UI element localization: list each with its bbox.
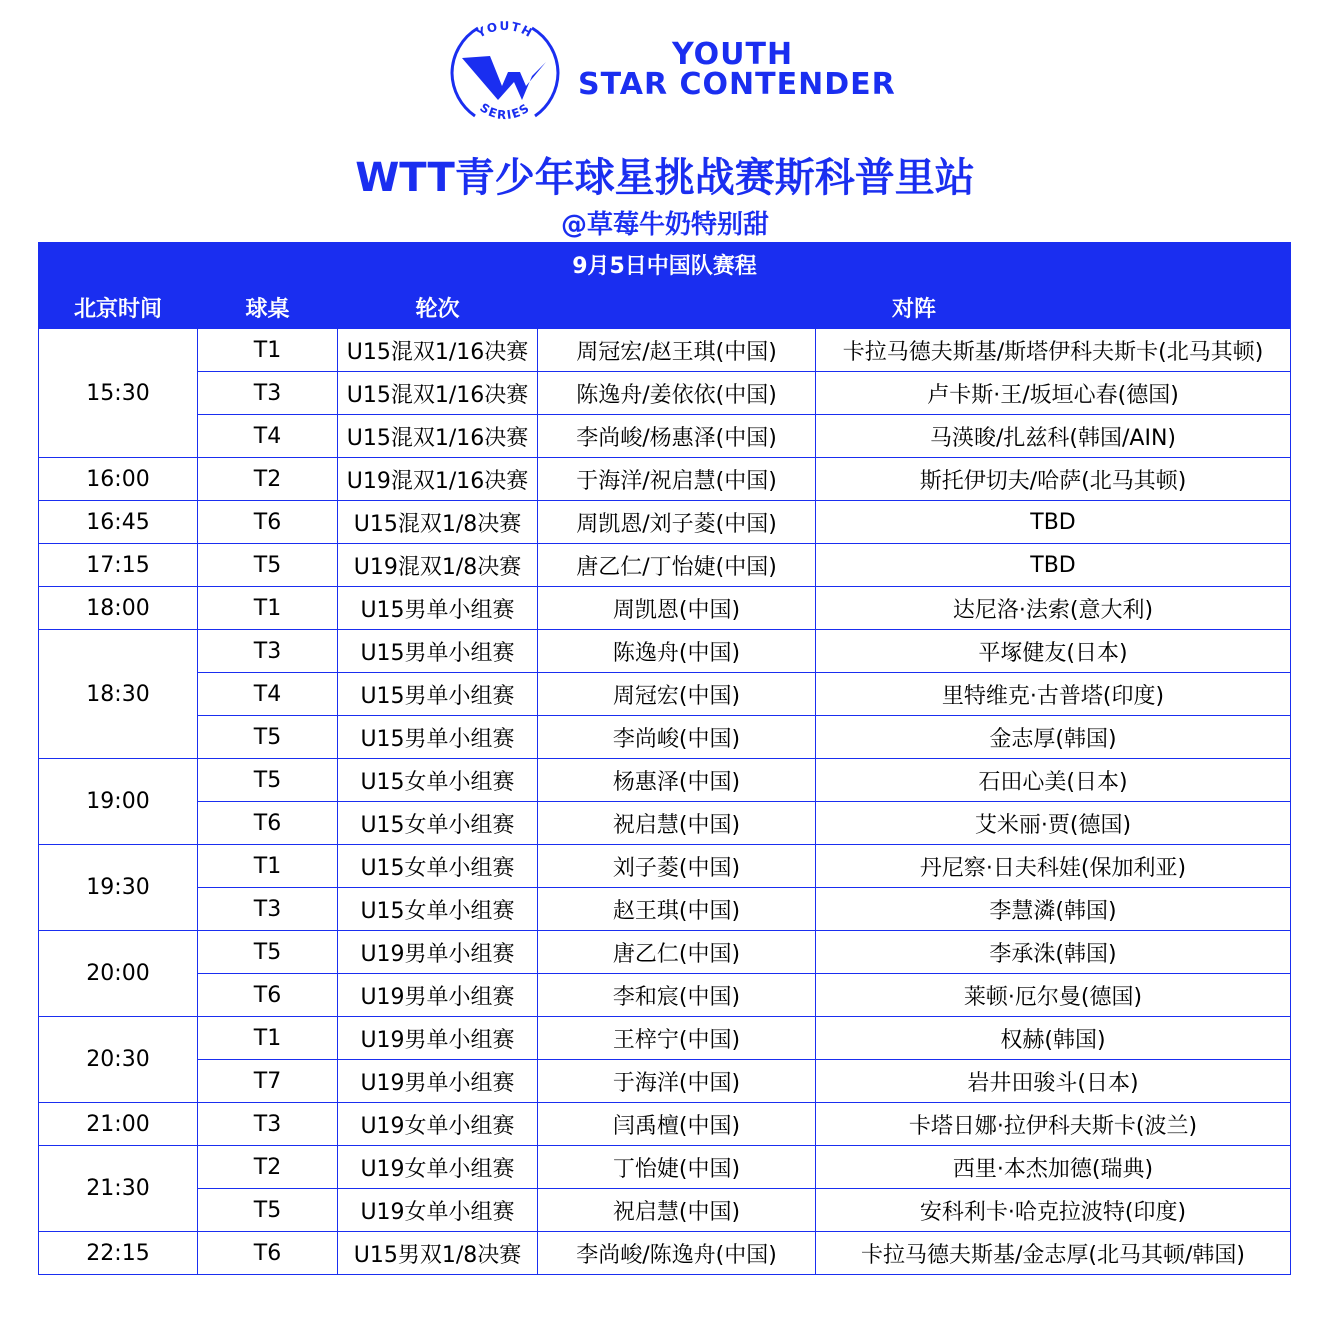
logo-line2: STAR CONTENDER — [578, 67, 896, 102]
opponent-cell: 平塚健友(日本) — [816, 630, 1291, 673]
time-cell: 16:00 — [39, 458, 198, 501]
opponent-cell: 卡拉马德夫斯基/斯塔伊科夫斯卡(北马其顿) — [816, 329, 1291, 372]
table-row — [39, 1146, 1291, 1189]
round-cell: U15男单小组赛 — [338, 587, 538, 630]
schedule-table — [38, 242, 1291, 1275]
opponent-cell: 安科利卡·哈克拉波特(印度) — [816, 1189, 1291, 1232]
china-player-cell: 李尚峻/杨惠泽(中国) — [538, 415, 816, 458]
banner-title: 9月5日中国队赛程 — [39, 243, 1291, 286]
table-cell: T1 — [198, 845, 338, 888]
opponent-cell: 金志厚(韩国) — [816, 716, 1291, 759]
logo-wordmark — [578, 37, 896, 102]
table-cell: T5 — [198, 931, 338, 974]
round-cell: U15男双1/8决赛 — [338, 1232, 538, 1275]
table-cell: T4 — [198, 415, 338, 458]
round-cell: U19男单小组赛 — [338, 931, 538, 974]
table-row — [39, 888, 1291, 931]
opponent-cell: 艾米丽·贾(德国) — [816, 802, 1291, 845]
china-player-cell: 周冠宏/赵王琪(中国) — [538, 329, 816, 372]
table-cell: T5 — [198, 544, 338, 587]
time-cell: 20:00 — [39, 931, 198, 1017]
table-row — [39, 415, 1291, 458]
page-title: WTT青少年球星挑战赛斯科普里站 — [355, 155, 975, 201]
china-player-cell: 赵王琪(中国) — [538, 888, 816, 931]
schedule-body — [39, 329, 1291, 1275]
table-cell: T7 — [198, 1060, 338, 1103]
china-player-cell: 于海洋(中国) — [538, 1060, 816, 1103]
table-row — [39, 1232, 1291, 1275]
table-cell: T4 — [198, 673, 338, 716]
wtt-youth-logo-icon — [440, 8, 570, 138]
china-player-cell: 唐乙仁/丁怡婕(中国) — [538, 544, 816, 587]
table-cell: T3 — [198, 1103, 338, 1146]
table-row — [39, 587, 1291, 630]
table-row — [39, 544, 1291, 587]
opponent-cell: 石田心美(日本) — [816, 759, 1291, 802]
round-cell: U15男单小组赛 — [338, 673, 538, 716]
table-row — [39, 759, 1291, 802]
time-cell: 17:15 — [39, 544, 198, 587]
china-player-cell: 李和宸(中国) — [538, 974, 816, 1017]
opponent-cell: 岩井田骏斗(日本) — [816, 1060, 1291, 1103]
opponent-cell: 达尼洛·法索(意大利) — [816, 587, 1291, 630]
round-cell: U15男单小组赛 — [338, 630, 538, 673]
opponent-cell: 卡拉马德夫斯基/金志厚(北马其顿/韩国) — [816, 1232, 1291, 1275]
china-player-cell: 李尚峻(中国) — [538, 716, 816, 759]
table-row — [39, 458, 1291, 501]
header-round: 轮次 — [338, 286, 538, 329]
table-cell: T1 — [198, 329, 338, 372]
table-cell: T6 — [198, 501, 338, 544]
header-time: 北京时间 — [39, 286, 198, 329]
round-cell: U15男单小组赛 — [338, 716, 538, 759]
table-row — [39, 372, 1291, 415]
header-table: 球桌 — [198, 286, 338, 329]
opponent-cell: 卡塔日娜·拉伊科夫斯卡(波兰) — [816, 1103, 1291, 1146]
china-player-cell: 祝启慧(中国) — [538, 802, 816, 845]
table-cell: T5 — [198, 716, 338, 759]
table-row — [39, 716, 1291, 759]
round-cell: U15女单小组赛 — [338, 888, 538, 931]
table-row — [39, 630, 1291, 673]
round-cell: U15女单小组赛 — [338, 845, 538, 888]
china-player-cell: 周凯恩/刘子菱(中国) — [538, 501, 816, 544]
round-cell: U19混双1/8决赛 — [338, 544, 538, 587]
time-cell: 19:30 — [39, 845, 198, 931]
table-cell: T5 — [198, 1189, 338, 1232]
table-row — [39, 1189, 1291, 1232]
opponent-cell: TBD — [816, 544, 1291, 587]
round-cell: U15混双1/8决赛 — [338, 501, 538, 544]
svg-text:SERIES: SERIES — [477, 100, 533, 123]
opponent-cell: 卢卡斯·王/坂垣心春(德国) — [816, 372, 1291, 415]
round-cell: U19女单小组赛 — [338, 1189, 538, 1232]
table-row — [39, 931, 1291, 974]
table-cell: T1 — [198, 1017, 338, 1060]
time-cell: 19:00 — [39, 759, 198, 845]
round-cell: U19女单小组赛 — [338, 1103, 538, 1146]
china-player-cell: 陈逸舟(中国) — [538, 630, 816, 673]
table-row — [39, 329, 1291, 372]
table-cell: T6 — [198, 1232, 338, 1275]
round-cell: U15混双1/16决赛 — [338, 329, 538, 372]
china-player-cell: 祝启慧(中国) — [538, 1189, 816, 1232]
opponent-cell: TBD — [816, 501, 1291, 544]
table-row — [39, 1060, 1291, 1103]
time-cell: 22:15 — [39, 1232, 198, 1275]
table-row — [39, 501, 1291, 544]
china-player-cell: 刘子菱(中国) — [538, 845, 816, 888]
time-cell: 18:00 — [39, 587, 198, 630]
round-cell: U19女单小组赛 — [338, 1146, 538, 1189]
opponent-cell: 权赫(韩国) — [816, 1017, 1291, 1060]
opponent-cell: 马渶晙/扎兹科(韩国/AIN) — [816, 415, 1291, 458]
opponent-cell: 李慧潾(韩国) — [816, 888, 1291, 931]
china-player-cell: 闫禹檀(中国) — [538, 1103, 816, 1146]
table-row — [39, 1103, 1291, 1146]
table-cell: T6 — [198, 802, 338, 845]
round-cell: U19混双1/16决赛 — [338, 458, 538, 501]
time-cell: 21:00 — [39, 1103, 198, 1146]
opponent-cell: 李承洙(韩国) — [816, 931, 1291, 974]
table-row — [39, 845, 1291, 888]
china-player-cell: 周冠宏(中国) — [538, 673, 816, 716]
header — [0, 0, 1330, 240]
china-player-cell: 周凯恩(中国) — [538, 587, 816, 630]
round-cell: U19男单小组赛 — [338, 974, 538, 1017]
table-cell: T2 — [198, 1146, 338, 1189]
table-header-row — [39, 286, 1291, 329]
table-row — [39, 802, 1291, 845]
china-player-cell: 唐乙仁(中国) — [538, 931, 816, 974]
round-cell: U15混双1/16决赛 — [338, 415, 538, 458]
china-player-cell: 于海洋/祝启慧(中国) — [538, 458, 816, 501]
time-cell: 16:45 — [39, 501, 198, 544]
opponent-cell: 斯托伊切夫/哈萨(北马其顿) — [816, 458, 1291, 501]
svg-text:YOUTH: YOUTH — [474, 18, 536, 41]
table-cell: T3 — [198, 888, 338, 931]
table-row — [39, 974, 1291, 1017]
time-cell: 21:30 — [39, 1146, 198, 1232]
round-cell: U15女单小组赛 — [338, 802, 538, 845]
table-cell: T1 — [198, 587, 338, 630]
logo-line1: YOUTH — [672, 37, 794, 72]
china-player-cell: 丁怡婕(中国) — [538, 1146, 816, 1189]
table-cell: T6 — [198, 974, 338, 1017]
opponent-cell: 里特维克·古普塔(印度) — [816, 673, 1291, 716]
china-player-cell: 王梓宁(中国) — [538, 1017, 816, 1060]
header-matchup: 对阵 — [538, 286, 1291, 329]
author-handle: @草莓牛奶特别甜 — [560, 210, 769, 240]
china-player-cell: 陈逸舟/姜依依(中国) — [538, 372, 816, 415]
table-banner — [39, 243, 1291, 286]
time-cell: 15:30 — [39, 329, 198, 458]
time-cell: 20:30 — [39, 1017, 198, 1103]
opponent-cell: 西里·本杰加德(瑞典) — [816, 1146, 1291, 1189]
china-player-cell: 杨惠泽(中国) — [538, 759, 816, 802]
round-cell: U15混双1/16决赛 — [338, 372, 538, 415]
opponent-cell: 莱顿·厄尔曼(德国) — [816, 974, 1291, 1017]
table-cell: T5 — [198, 759, 338, 802]
table-cell: T3 — [198, 630, 338, 673]
table-cell: T2 — [198, 458, 338, 501]
round-cell: U19男单小组赛 — [338, 1017, 538, 1060]
table-row — [39, 673, 1291, 716]
round-cell: U15女单小组赛 — [338, 759, 538, 802]
time-cell: 18:30 — [39, 630, 198, 759]
opponent-cell: 丹尼察·日夫科娃(保加利亚) — [816, 845, 1291, 888]
round-cell: U19男单小组赛 — [338, 1060, 538, 1103]
table-row — [39, 1017, 1291, 1060]
table-cell: T3 — [198, 372, 338, 415]
china-player-cell: 李尚峻/陈逸舟(中国) — [538, 1232, 816, 1275]
